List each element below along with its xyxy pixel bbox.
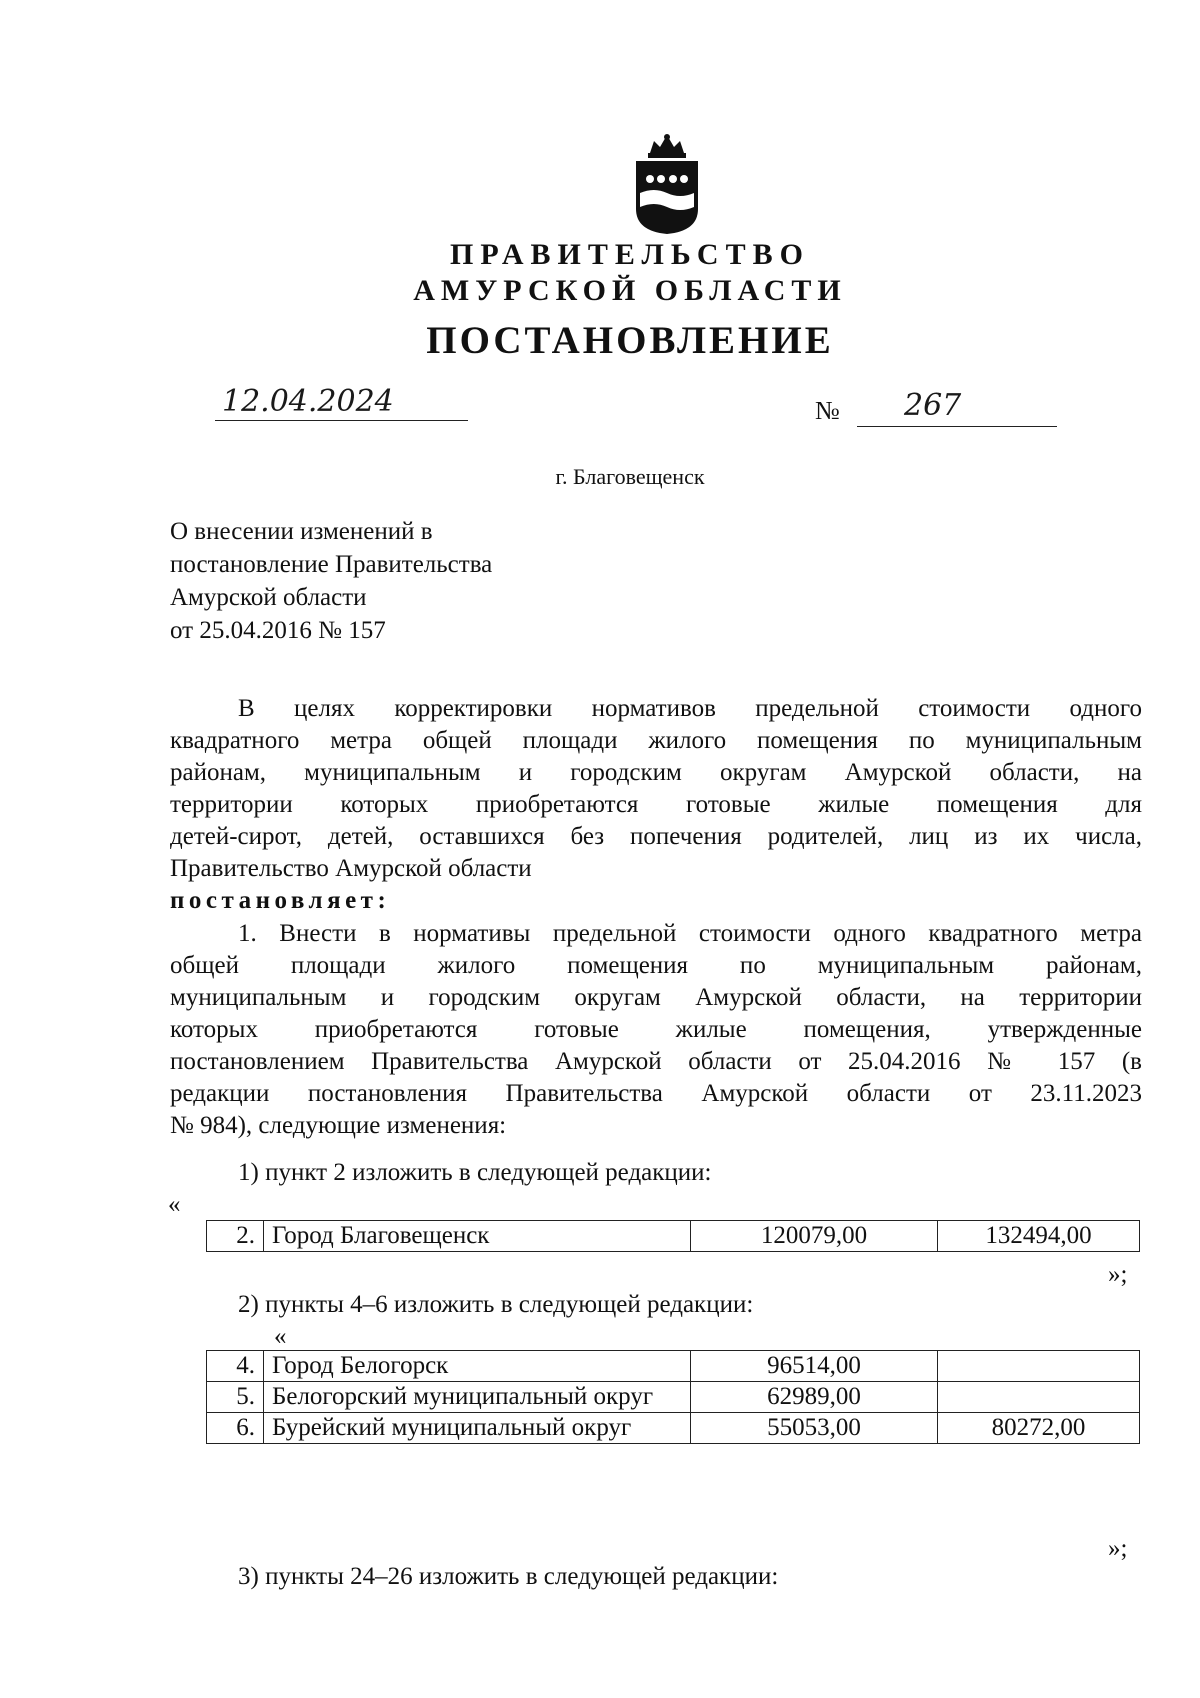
sub-item-2: 2) пункты 4–6 изложить в следующей редакции:: [238, 1291, 754, 1318]
resolves-word: постановляет:: [170, 887, 391, 914]
document-number: 267: [904, 388, 962, 423]
item-1-line: общей площади жилого помещения по муниципальным районам,: [170, 952, 1142, 979]
row-value-1: 55053,00: [691, 1413, 938, 1444]
number-sign: №: [815, 396, 840, 425]
preamble-line: В целях корректировки нормативов предельной стоимости одного: [238, 695, 1142, 722]
row-number: 5.: [207, 1382, 264, 1413]
row-value-1: 62989,00: [691, 1382, 938, 1413]
row-name: Город Белогорск: [264, 1351, 691, 1382]
close-quote: »;: [1108, 1261, 1128, 1288]
table-row: [207, 1413, 1140, 1444]
table-row: [207, 1351, 1140, 1382]
table-point-2: [206, 1220, 1140, 1252]
item-1: [170, 918, 1142, 1142]
row-value-1: 120079,00: [691, 1221, 938, 1252]
preamble-line: районам, муниципальным и городским округам Амурской области, на: [170, 759, 1142, 786]
row-value-2: 80272,00: [938, 1413, 1140, 1444]
row-value-2: [938, 1351, 1140, 1382]
row-number: 2.: [207, 1221, 264, 1252]
item-1-line: муниципальным и городским округам Амурской области, на территории: [170, 984, 1142, 1011]
city: г. Благовещенск: [555, 464, 705, 489]
row-name: Бурейский муниципальный округ: [264, 1413, 691, 1444]
row-name: Город Благовещенск: [264, 1221, 691, 1252]
row-name: Белогорский муниципальный округ: [264, 1382, 691, 1413]
date-underline: [215, 420, 468, 421]
number-underline: [857, 426, 1057, 427]
row-number: 6.: [207, 1413, 264, 1444]
org-name-line2: АМУРСКОЙ ОБЛАСТИ: [413, 274, 847, 307]
subject-line: постановление Правительства: [170, 551, 493, 578]
subject-line: О внесении изменений в: [170, 518, 433, 545]
preamble: [170, 693, 1142, 917]
item-1-line: которых приобретаются готовые жилые помещения, утвержденные: [170, 1016, 1142, 1043]
document-date: 12.04.2024: [222, 384, 394, 419]
open-quote: «: [274, 1323, 287, 1350]
org-name-line1: ПРАВИТЕЛЬСТВО: [450, 238, 810, 271]
row-value-2: 132494,00: [938, 1221, 1140, 1252]
preamble-line: территории которых приобретаются готовые жилые помещения для: [170, 791, 1142, 818]
sub-item-3: 3) пункты 24–26 изложить в следующей редакции:: [238, 1563, 779, 1590]
document-type: ПОСТАНОВЛЕНИЕ: [426, 319, 834, 362]
item-1-line: редакции постановления Правительства Амурской области от 23.11.2023: [170, 1080, 1142, 1107]
table-row: [207, 1221, 1140, 1252]
preamble-line: детей-сирот, детей, оставшихся без попечения родителей, лиц из их числа,: [170, 823, 1142, 850]
row-value-1: 96514,00: [691, 1351, 938, 1382]
coat-of-arms-emblem: [630, 131, 704, 235]
row-value-2: [938, 1382, 1140, 1413]
sub-item-1: 1) пункт 2 изложить в следующей редакции:: [238, 1159, 712, 1186]
row-number: 4.: [207, 1351, 264, 1382]
close-quote: »;: [1108, 1535, 1128, 1562]
open-quote: «: [168, 1191, 181, 1218]
item-1-line: № 984), следующие изменения:: [170, 1112, 507, 1139]
item-1-line: постановлением Правительства Амурской области от 25.04.2016 № 157 (в: [170, 1048, 1142, 1075]
subject-line: от 25.04.2016 № 157: [170, 617, 386, 644]
preamble-line: квадратного метра общей площади жилого помещения по муниципальным: [170, 727, 1142, 754]
table-row: [207, 1382, 1140, 1413]
preamble-line: Правительство Амурской области: [170, 855, 532, 882]
subject-line: Амурской области: [170, 584, 367, 611]
item-1-line: 1. Внести в нормативы предельной стоимости одного квадратного метра: [238, 920, 1142, 947]
subject-block: [170, 515, 770, 647]
table-points-4-6: [206, 1350, 1140, 1444]
